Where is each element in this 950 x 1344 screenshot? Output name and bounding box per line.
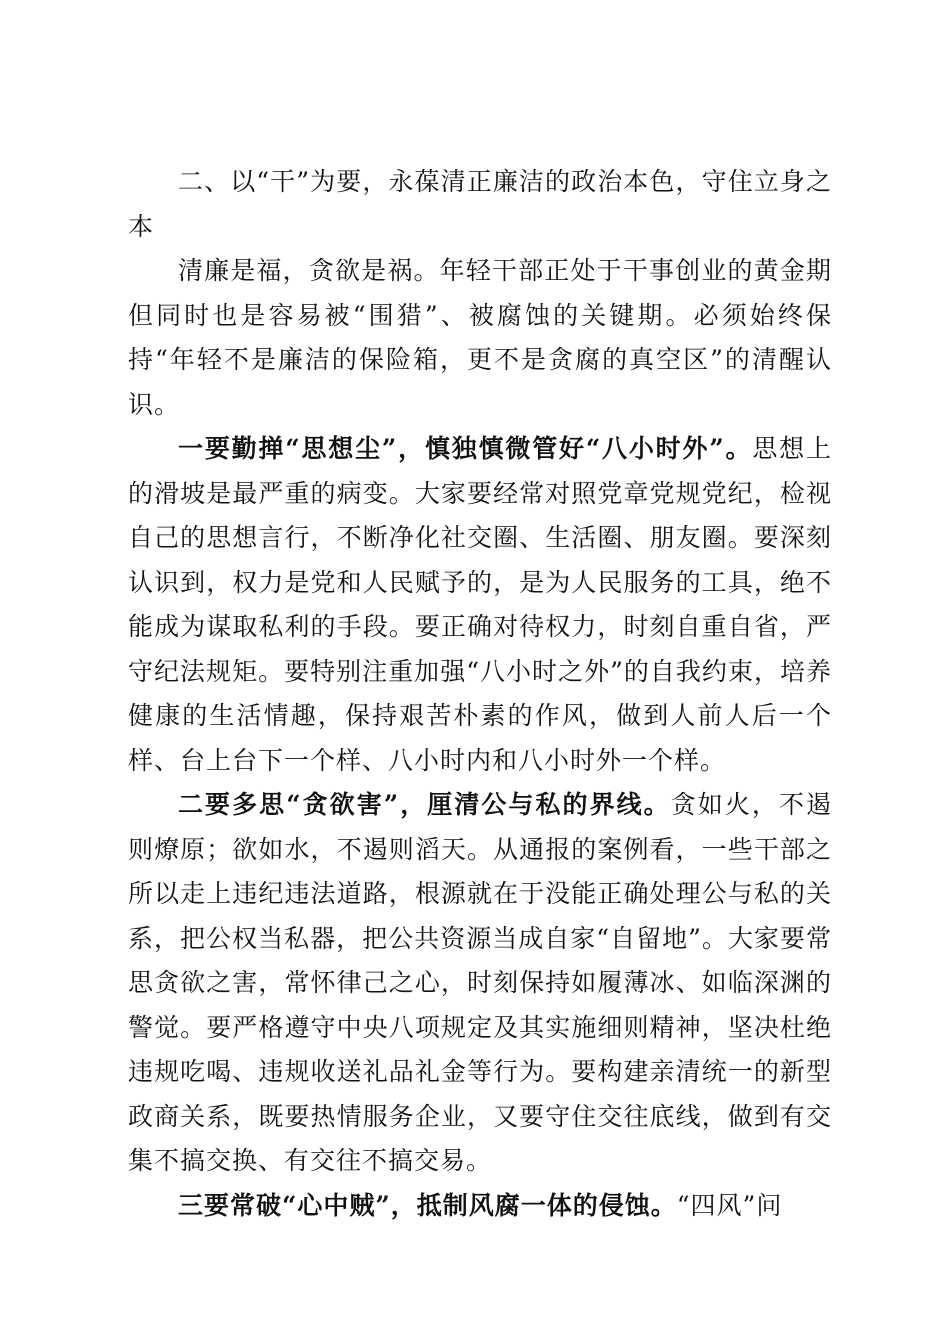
section-heading: 二、以“干”为要，永葆清正廉洁的政治本色，守住立身之本 [128,167,832,241]
point-paragraph-2 [128,783,832,1184]
point-body-1: 思想上的滑坡是最严重的病变。大家要经常对照党章党规党纪，检视自己的思想言行，不断净化社交圈、生活圈、朋友圈。要深刻认识到，权力是党和人民赋予的，是为人民服务的工具，绝不能成为谋取私利的手段。要正确对待权力，时刻自重自省，严守纪法规矩。要特别注重加强“八小时之外”的自我约束，培养健康的生活情趣，保持艰苦朴素的作风，做到人前人后一个样、台上台下一个样、八小时内和八小时外一个样。 [128,434,832,775]
point-heading-1: 一要勤掸“思想尘”，慎独慎微管好“八小时外”。 [178,434,753,463]
point-paragraph-1 [128,427,832,783]
point-heading-2: 二要多思“贪欲害”，厘清公与私的界线。 [178,790,671,819]
point-body-2: 贪如火，不遏则燎原；欲如水，不遏则滔天。从通报的案例看，一些干部之所以走上违纪违法道路，根源就在于没能正确处理公与私的关系，把公权当私器，把公共资源当成自家“自留地”。大家要常思贪欲之害，常怀律己之心，时刻保持如履薄冰、如临深渊的警觉。要严格遵守中央八项规定及其实施细则精神，坚决杜绝违规吃喝、违规收送礼品礼金等行为。要构建亲清统一的新型政商关系，既要热情服务企业，又要守住交往底线，做到有交集不搞交换、有交往不搞交易。 [128,790,832,1175]
point-body-3: “四风”问 [676,1190,783,1220]
document-body [128,160,832,1228]
intro-paragraph: 清廉是福，贪欲是祸。年轻干部正处于干事创业的黄金期但同时也是容易被“围猎”、被腐蚀的关键期。必须始终保持“年轻不是廉洁的保险箱，更不是贪腐的真空区”的清醒认识。 [128,256,832,419]
point-heading-3: 三要常破“心中贼”，抵制风腐一体的侵蚀。 [178,1190,677,1220]
point-paragraph-3 [128,1184,832,1229]
